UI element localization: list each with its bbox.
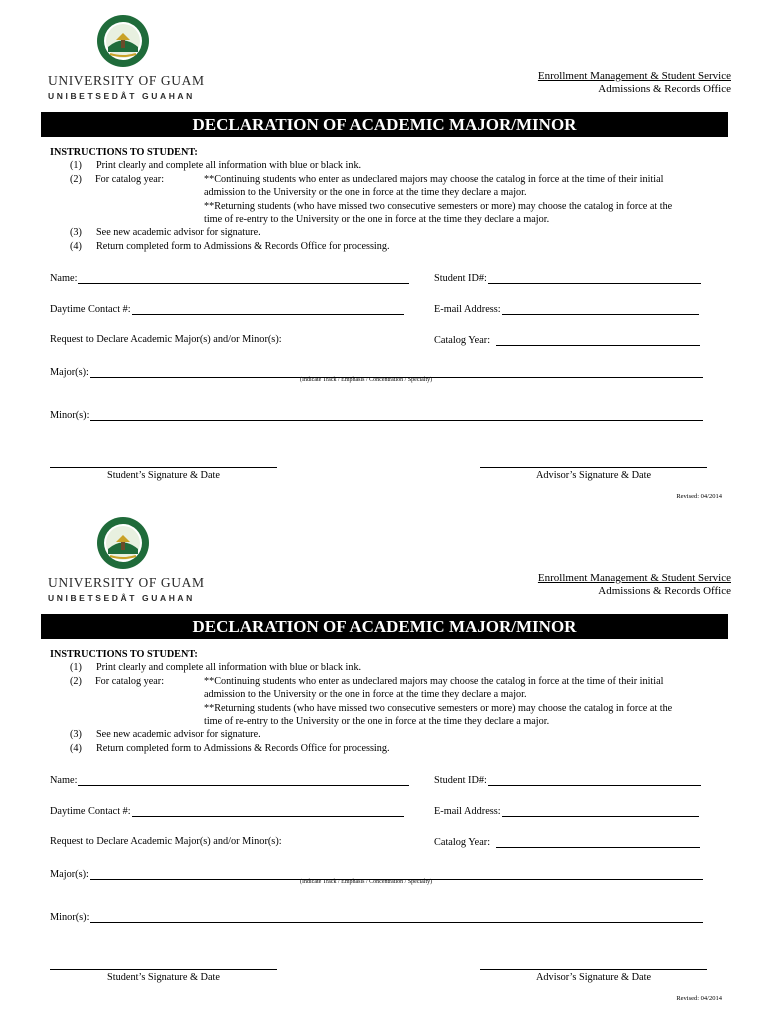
instruction-text: See new academic advisor for signature. — [96, 227, 261, 239]
instruction-num: (4) — [70, 742, 82, 754]
instruction-item-1 — [50, 661, 720, 674]
form-copy-bottom — [0, 502, 770, 1004]
student-id-label: Student ID#: — [434, 273, 487, 284]
email-field[interactable] — [434, 303, 699, 315]
name-label: Name: — [50, 273, 78, 284]
student-signature[interactable]: Student’s Signature & Date — [50, 969, 277, 983]
catalog-year-field[interactable] — [434, 334, 700, 346]
instruction-item-3 — [50, 226, 720, 239]
name-label: Name: — [50, 775, 78, 786]
student-signature[interactable]: Student’s Signature & Date — [50, 467, 277, 481]
name-input-line[interactable] — [78, 272, 409, 284]
university-name: UNIVERSITY OF GUAM — [48, 575, 205, 590]
university-seal-icon — [96, 516, 150, 570]
minors-label: Minor(s): — [50, 410, 90, 421]
catalog-year-field[interactable] — [434, 836, 700, 848]
office-line-1: Enrollment Management & Student Service — [537, 70, 731, 82]
instruction-num: (3) — [70, 729, 82, 741]
office-line-1: Enrollment Management & Student Service — [537, 572, 731, 584]
revised-date: Revised: 04/2014 — [676, 995, 722, 1002]
minors-input-line[interactable] — [90, 911, 703, 923]
instruction-item-2 — [50, 675, 720, 729]
catalog-year-input-line[interactable] — [496, 836, 700, 848]
instruction-text: Print clearly and complete all information with blue or black ink. — [96, 662, 362, 674]
majors-label: Major(s): — [50, 367, 89, 378]
request-label: Request to Declare Academic Major(s) and/or Minor(s): — [50, 836, 282, 847]
catalog-year-label: Catalog Year: — [434, 837, 491, 848]
form-title: DECLARATION OF ACADEMIC MAJOR/MINOR — [41, 112, 728, 137]
instruction-text: **Continuing students who enter as undeclared majors may choose the catalog in force at the time of their initial — [204, 675, 664, 687]
university-subtitle: UNIBETSEDÅT GUAHAN — [48, 91, 195, 101]
daytime-contact-input-line[interactable] — [132, 303, 404, 315]
name-input-line[interactable] — [78, 774, 409, 786]
student-id-input-line[interactable] — [488, 272, 701, 284]
daytime-contact-field[interactable] — [50, 805, 404, 817]
university-logo — [48, 516, 205, 606]
instruction-label: For catalog year: — [95, 675, 165, 687]
instruction-item-3 — [50, 728, 720, 741]
instructions-heading: INSTRUCTIONS TO STUDENT: — [50, 147, 198, 158]
email-label: E-mail Address: — [434, 304, 501, 315]
daytime-contact-label: Daytime Contact #: — [50, 806, 131, 817]
request-label-row — [50, 836, 282, 847]
instruction-text: **Returning students (who have missed two consecutive semesters or more) may choose the catalog in force at the — [204, 200, 673, 212]
instruction-item-4 — [50, 742, 720, 755]
instruction-text: **Continuing students who enter as undeclared majors may choose the catalog in force at the time of their initial — [204, 173, 664, 185]
minors-label: Minor(s): — [50, 912, 90, 923]
university-logo — [48, 14, 205, 104]
university-seal-icon — [96, 14, 150, 68]
advisor-signature[interactable]: Advisor’s Signature & Date — [480, 467, 707, 481]
instruction-label: For catalog year: — [95, 173, 165, 185]
student-id-label: Student ID#: — [434, 775, 487, 786]
catalog-year-input-line[interactable] — [496, 334, 700, 346]
instruction-text: See new academic advisor for signature. — [96, 729, 261, 741]
form-title: DECLARATION OF ACADEMIC MAJOR/MINOR — [41, 614, 728, 639]
instruction-text: time of re-entry to the University or the one in force at the time they declare a major. — [204, 214, 550, 226]
instruction-text: **Returning students (who have missed two consecutive semesters or more) may choose the catalog in force at the — [204, 702, 673, 714]
instruction-num: (4) — [70, 240, 82, 252]
instructions — [50, 146, 720, 253]
office-line-2: Admissions & Records Office — [598, 585, 731, 597]
instructions-heading: INSTRUCTIONS TO STUDENT: — [50, 649, 198, 660]
instruction-num: (1) — [70, 662, 82, 674]
instruction-num: (2) — [70, 173, 82, 185]
student-id-field[interactable] — [434, 774, 701, 786]
instruction-item-2 — [50, 173, 720, 227]
minors-field[interactable] — [50, 409, 703, 421]
instruction-text: Return completed form to Admissions & Records Office for processing. — [96, 240, 390, 252]
student-id-input-line[interactable] — [488, 774, 701, 786]
instructions — [50, 648, 720, 755]
majors-hint: (Indicate Track / Emphasis / Concentration / Specialty) — [300, 879, 433, 885]
form-copy-top — [0, 0, 770, 502]
office-block — [538, 572, 731, 598]
daytime-contact-field[interactable] — [50, 303, 404, 315]
majors-label: Major(s): — [50, 869, 89, 880]
advisor-signature[interactable]: Advisor’s Signature & Date — [480, 969, 707, 983]
instruction-num: (1) — [70, 160, 82, 172]
request-label: Request to Declare Academic Major(s) and/or Minor(s): — [50, 334, 282, 345]
name-field[interactable] — [50, 272, 409, 284]
email-input-line[interactable] — [502, 303, 699, 315]
instruction-text: admission to the University or the one in force at the time they declare a major. — [204, 689, 527, 701]
revised-date: Revised: 04/2014 — [676, 493, 722, 500]
university-subtitle: UNIBETSEDÅT GUAHAN — [48, 593, 195, 603]
daytime-contact-label: Daytime Contact #: — [50, 304, 131, 315]
email-field[interactable] — [434, 805, 699, 817]
name-field[interactable] — [50, 774, 409, 786]
request-label-row — [50, 334, 282, 345]
catalog-year-label: Catalog Year: — [434, 335, 491, 346]
email-label: E-mail Address: — [434, 806, 501, 817]
minors-input-line[interactable] — [90, 409, 703, 421]
minors-field[interactable] — [50, 911, 703, 923]
university-name: UNIVERSITY OF GUAM — [48, 73, 205, 88]
daytime-contact-input-line[interactable] — [132, 805, 404, 817]
instruction-num: (3) — [70, 227, 82, 239]
office-block — [538, 70, 731, 96]
instruction-item-4 — [50, 240, 720, 253]
instruction-text: time of re-entry to the University or the one in force at the time they declare a major. — [204, 716, 550, 728]
student-id-field[interactable] — [434, 272, 701, 284]
instruction-text: Print clearly and complete all information with blue or black ink. — [96, 160, 362, 172]
majors-hint: (Indicate Track / Emphasis / Concentration / Specialty) — [300, 377, 433, 383]
instruction-text: admission to the University or the one in force at the time they declare a major. — [204, 187, 527, 199]
email-input-line[interactable] — [502, 805, 699, 817]
instruction-num: (2) — [70, 675, 82, 687]
office-line-2: Admissions & Records Office — [598, 83, 731, 95]
instruction-text: Return completed form to Admissions & Records Office for processing. — [96, 742, 390, 754]
instruction-item-1 — [50, 159, 720, 172]
